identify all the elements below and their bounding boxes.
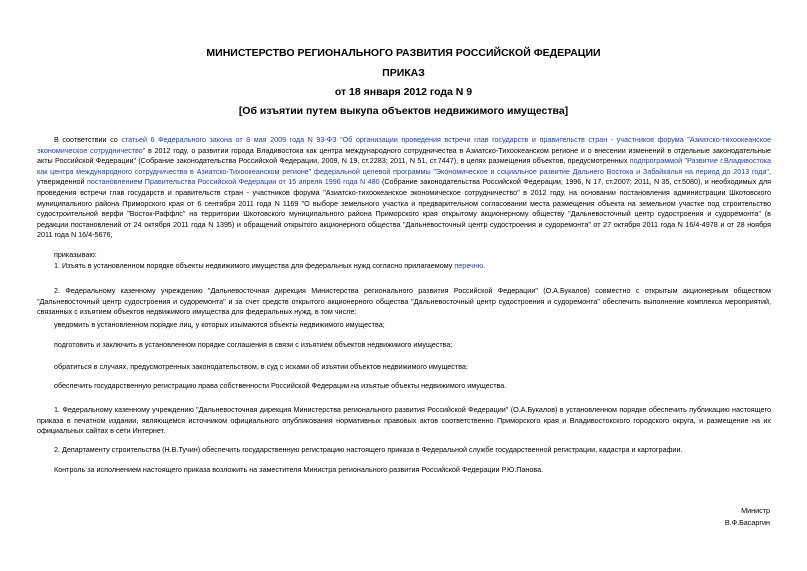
item-1-text: 1. Изъять в установленном порядке объекты недвижимого имущества для федеральных нужд согласно прилагаемому — [54, 261, 455, 270]
signature-title: Министр — [741, 506, 770, 515]
item-2-paragraph: 2. Федеральному казенному учреждению "Дальневосточная дирекция Министерства регионального развития Российской Федерации" (О.А.Букалов) совместно с открытым акционерным обществом "Дальневосточный центр судостроения и судоремонта" и за счет средств открытого акционерного общества "Дальневосточный центр судостроения и судоремонта" обеспечить выполнение комплекса мероприятий, связанных с изъятием объектов недвижимого имущества для федеральных нужд, в том числе: — [37, 286, 771, 317]
intro-text-4: (Собрание законодательства Российской Федерации, 1996, N 17, ст.2007; 2011, N 35, ст.5080), и необходимых для проведения встречи глав государств и правительств стран - участников форума "Азиатско-тихоокеанское экономическое сотрудничество" в 2012 году, на основании постановления администрации Шкотовского муниципального района Приморского края от 6 сентября 2011 года N 1169 "О выборе земельного участка и предварительном согласовании места размещения объекта на земельном участке под строительство судостроительной верфи "Восток-Раффлс" на территории Шкотовского муниципального района Приморского края открытому акционерному обществу "Дальневосточный центр судостроения и судоремонта" (в редакции постановлений от 24 октября 2011 года N 1395) и обращений открытого акционерного общества "Дальневосточный центр судостроения и судоремонта" от 27 октября 2011 года N 16/4-4978 и от 28 ноября 2011 года N 16/4-5676, — [37, 177, 771, 240]
ministry-heading: МИНИСТЕРСТВО РЕГИОНАЛЬНОГО РАЗВИТИЯ РОССИЙСКОЙ ФЕДЕРАЦИИ — [206, 47, 601, 59]
signature-name: В.Ф.Басаргин — [724, 518, 770, 527]
item-1-end: . — [483, 261, 486, 270]
list-link[interactable]: перечню — [454, 261, 484, 270]
subprogram-link[interactable]: подпрограммой "Развитие г.Владивостока как центра международного сотрудничества в Азиатско-Тихоокеанском регионе" федеральной целевой программы "Экономическое и социальное развитие Дальнего Востока и Забайкалья на период до 2013 года" — [37, 156, 771, 176]
intro-paragraph — [37, 135, 771, 241]
intro-text-1: В соответствии со — [54, 135, 122, 144]
intro-text-3: , утвержденной — [37, 166, 771, 187]
doc-type-heading: ПРИКАЗ — [382, 67, 425, 79]
control-paragraph: Контроль за исполнением настоящего приказа возложить на заместителя Министра регионального развития Российской Федерации Р.Ю.Панова. — [54, 465, 544, 474]
sub-item-registration: обеспечить государственную регистрацию права собственности Российской Федерации на изъятые объекты недвижимого имущества. — [54, 381, 507, 390]
date-number-heading: от 18 января 2012 года N 9 — [334, 86, 473, 98]
law-link[interactable]: статьей 6 Федерального закона от 8 мая 2009 года N 93-ФЗ "Об организации проведения встречи глав государств и правительств стран - участников форума "Азиатско-тихоокеанское экономическое сотрудничество" — [37, 135, 771, 155]
item-publication-paragraph: 1. Федеральному казенному учреждению "Дальневосточная дирекция Министерства регионального развития Российской Федерации" (О.А.Букалов) в установленном порядке обеспечить публикацию настоящего приказа в печатном издании, являющемся источником официального опубликования нормативных правовых актов соответственно Приморского края и Владивостокского городского округа, и размещение на их официальных сайтах в сети Интернет. — [37, 405, 771, 436]
government-decree-link[interactable]: постановлением Правительства Российской Федерации от 15 апреля 1996 года N 480 — [86, 177, 380, 187]
sub-item-notify: уведомить в установленном порядке лиц, у которых изымаются объекты недвижимого имущества; — [54, 320, 385, 329]
sub-item-agreements: подготовить и заключить в установленном порядке соглашения в связи с изъятием объектов недвижимого имущества; — [54, 340, 453, 349]
item-registration-paragraph: 2. Департаменту строительства (Н.В.Тучин) обеспечить государственную регистрацию настоящего приказа в Федеральной службе государственной регистрации, кадастра и картографии. — [54, 445, 683, 454]
intro-text-2: в 2012 году, о развитии города Владивостока как центра международного сотрудничества в Азиатско-Тихоокеанском регионе и о внесении изменений в отдельные законодательные акты Российской Федерации" (Собрание законодательства Российской Федерации, 2009, N 19, ст.2283; 2011, N 51, ст.7447), в целях размещения объектов, предусмотренных — [37, 145, 771, 166]
order-word: приказываю: — [54, 250, 97, 259]
item-1-paragraph — [37, 261, 771, 272]
subject-heading: [Об изъятии путем выкупа объектов недвижимого имущества] — [238, 105, 569, 117]
sub-item-court: обратиться в случаях, предусмотренных законодательством, в суд с исками об изъятии объектов недвижимого имущества; — [54, 362, 468, 371]
